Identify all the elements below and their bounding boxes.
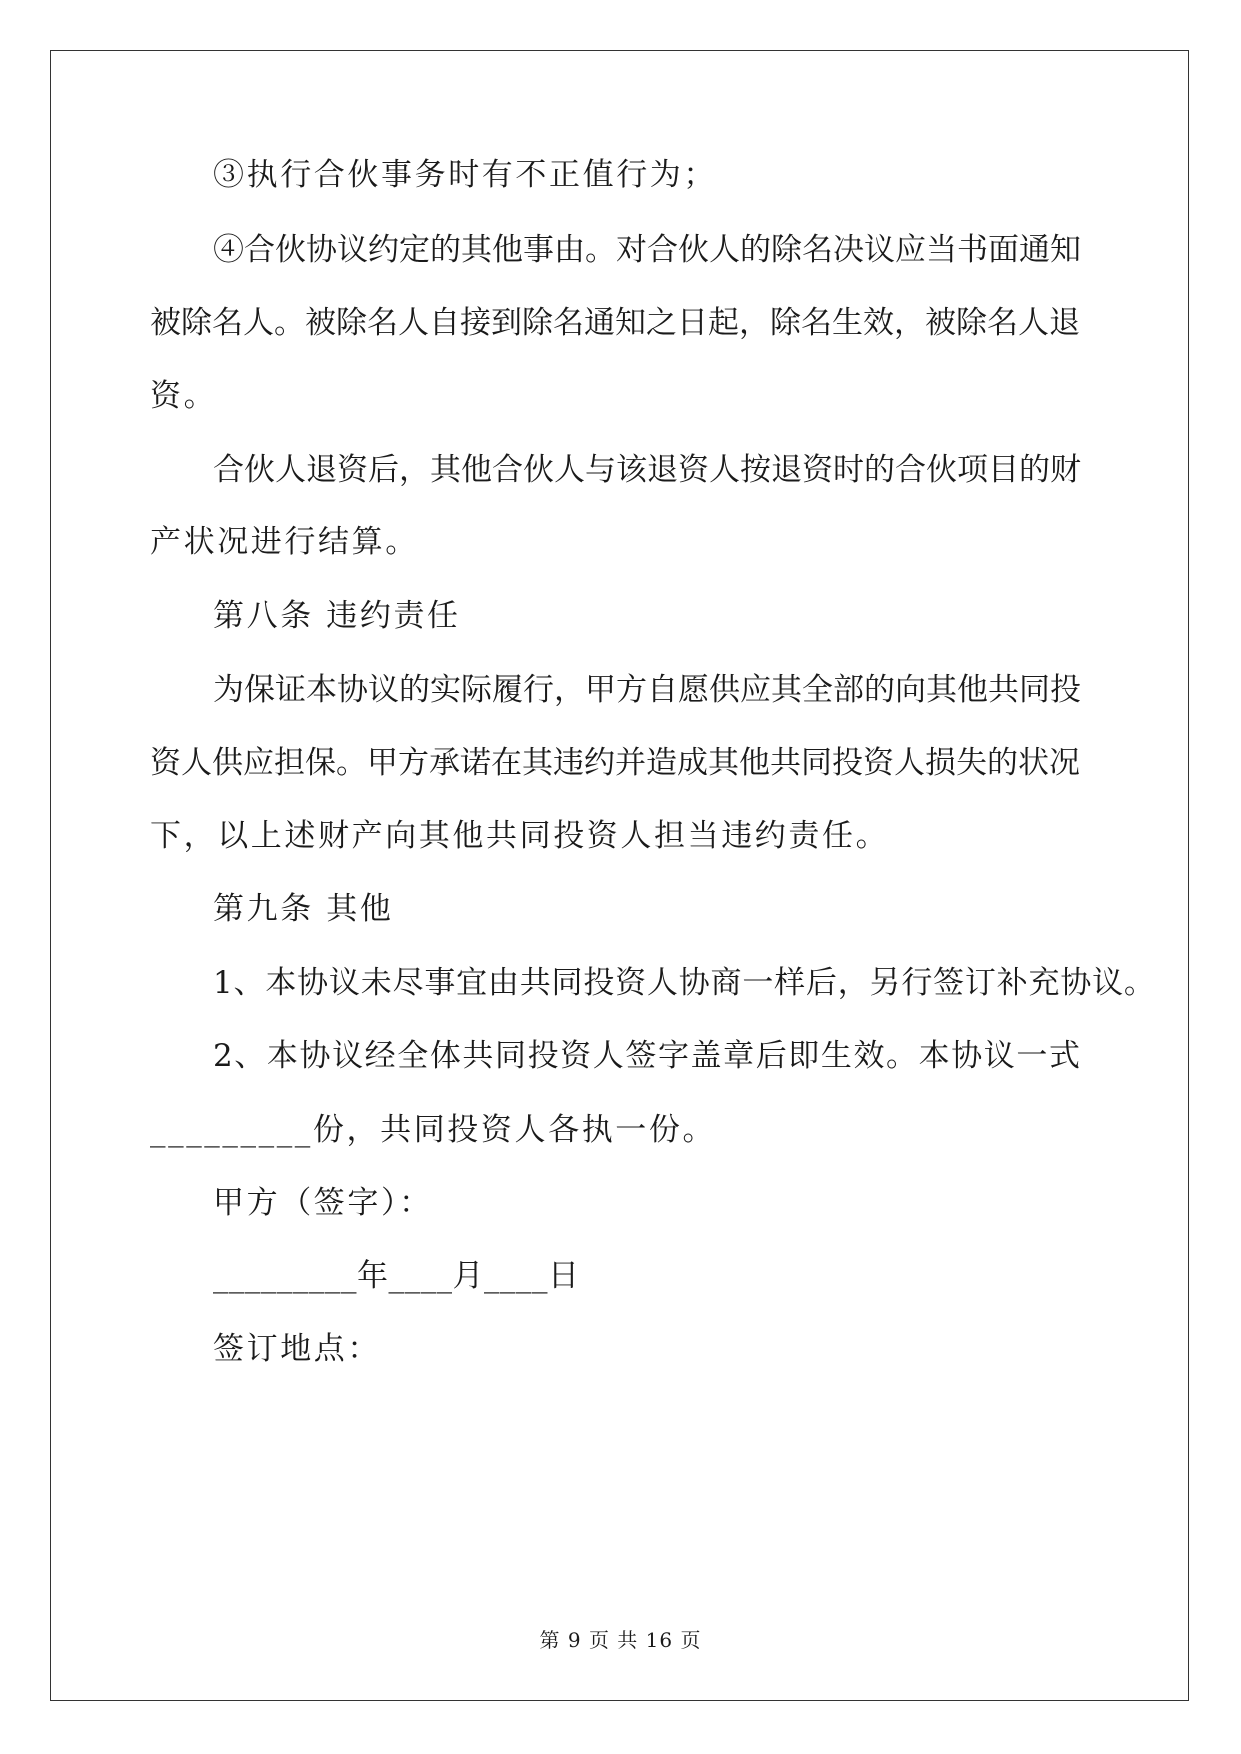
paragraph-line: 合伙人退资后，其他合伙人与该退资人按退资时的合伙项目的财: [213, 452, 1081, 488]
section-heading-article-8: 第八条 违约责任: [213, 598, 461, 634]
date-blank-line: _________年____月____日: [213, 1258, 580, 1294]
paragraph-line: 产状况进行结算。: [150, 524, 419, 560]
paragraph-line: 被除名人。被除名人自接到除名通知之日起，除名生效，被除名人退: [150, 305, 1080, 341]
clause-item-2: 2、本协议经全体共同投资人签字盖章后即生效。本协议一式: [213, 1038, 1080, 1074]
paragraph-line: 资。: [150, 378, 218, 414]
section-heading-article-9: 第九条 其他: [213, 891, 394, 927]
signing-place-label: 签订地点：: [213, 1331, 381, 1367]
clause-item-1: 1、本协议未尽事宜由共同投资人协商一样后，另行签订补充协议。: [213, 965, 1156, 1001]
page-border: [50, 50, 1189, 1701]
clause-item-4: ④合伙协议约定的其他事由。对合伙人的除名决议应当书面通知: [213, 232, 1081, 268]
paragraph-line: 资人供应担保。甲方承诺在其违约并造成其他共同投资人损失的状况: [150, 745, 1080, 781]
copies-blank-line: _________份，共同投资人各执一份。: [150, 1112, 717, 1148]
clause-item-3: ③执行合伙事务时有不正值行为；: [213, 157, 717, 193]
party-a-signature-label: 甲方（签字）：: [213, 1185, 433, 1221]
paragraph-line: 下，以上述财产向其他共同投资人担当违约责任。: [150, 818, 890, 854]
page-number-footer: 第 9 页 共 16 页: [539, 1628, 702, 1652]
paragraph-line: 为保证本协议的实际履行，甲方自愿供应其全部的向其他共同投: [213, 672, 1081, 708]
